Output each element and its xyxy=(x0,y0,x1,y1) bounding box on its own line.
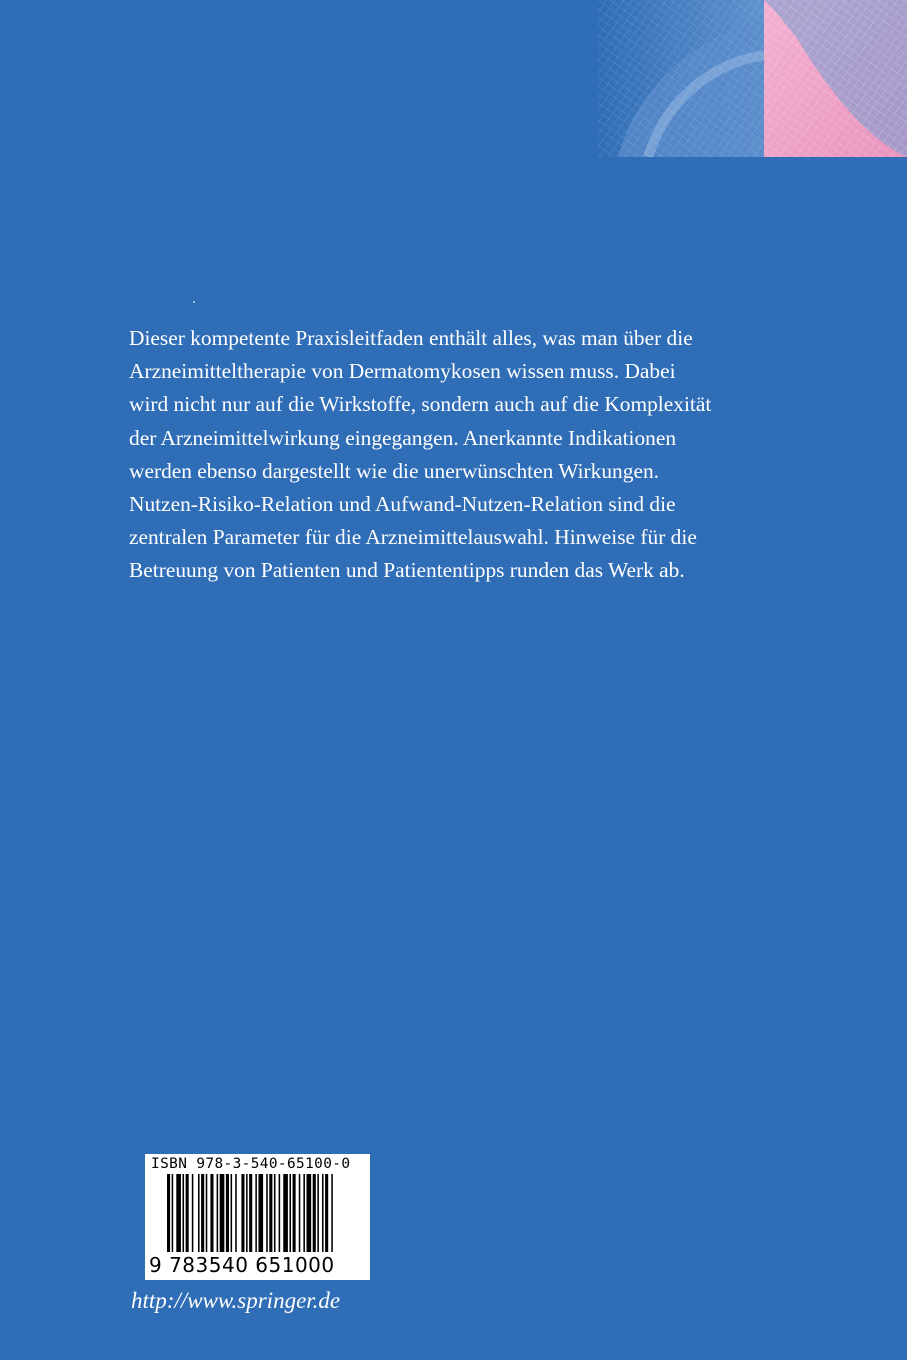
barcode-bar xyxy=(176,1174,181,1252)
barcode-bar xyxy=(307,1174,312,1252)
barcode-bar xyxy=(317,1174,319,1252)
barcode-bar xyxy=(167,1174,170,1252)
barcode-bar xyxy=(266,1174,268,1252)
barcode-bar xyxy=(269,1174,272,1252)
barcode-bar xyxy=(299,1174,301,1252)
barcode-bar xyxy=(172,1174,174,1252)
isbn-label: ISBN 978-3-540-65100-0 xyxy=(151,1156,351,1172)
decorative-dot xyxy=(193,301,195,303)
barcode-bar xyxy=(322,1174,324,1252)
blurb-line: Arzneimitteltherapie von Dermatomykosen wissen muss. Dabei xyxy=(129,359,676,384)
blurb-line: wird nicht nur auf die Wirkstoffe, sondern auch auf die Komplexität xyxy=(129,392,712,417)
barcode-bar xyxy=(186,1174,189,1252)
barcode-bar xyxy=(231,1174,233,1252)
barcode-bar xyxy=(303,1174,305,1252)
barcode-digits: 9 783540 651000 xyxy=(149,1253,335,1277)
barcode-bar xyxy=(226,1174,229,1252)
blurb-line: Betreuung von Patienten und Patiententipps runden das Werk ab. xyxy=(129,558,685,583)
barcode-bar xyxy=(206,1174,208,1252)
barcode-bar xyxy=(198,1174,200,1252)
cover-corner-artwork xyxy=(598,0,907,157)
isbn-barcode xyxy=(145,1154,370,1280)
barcode-bar xyxy=(210,1174,213,1252)
barcode-bar xyxy=(246,1174,248,1252)
barcode-bar xyxy=(313,1174,316,1252)
barcode-bar xyxy=(293,1174,296,1252)
barcode-bar xyxy=(217,1174,219,1252)
blurb-text xyxy=(129,322,769,588)
barcode-bar xyxy=(249,1174,252,1252)
barcode-bar xyxy=(220,1174,225,1252)
blurb-line: werden ebenso dargestellt wie die unerwünschten Wirkungen. xyxy=(129,458,659,483)
blurb-line: zentralen Parameter für die Arzneimittelauswahl. Hinweise für die xyxy=(129,525,697,550)
barcode-bar xyxy=(192,1174,194,1252)
blurb-line: Nutzen-Risiko-Relation und Aufwand-Nutzen-Relation sind die xyxy=(129,492,676,517)
publisher-url[interactable]: http://www.springer.de xyxy=(131,1288,341,1313)
barcode-bar xyxy=(183,1174,185,1252)
barcode-bar xyxy=(283,1174,288,1252)
blurb-line: Dieser kompetente Praxisleitfaden enthält alles, was man über die xyxy=(129,326,693,350)
barcode-bar xyxy=(289,1174,291,1252)
barcode-bar xyxy=(258,1174,263,1252)
barcode-bar xyxy=(241,1174,244,1252)
barcode-bar xyxy=(331,1174,333,1252)
barcode-bar xyxy=(255,1174,257,1252)
barcode-bar xyxy=(325,1174,328,1252)
barcode-bar xyxy=(274,1174,276,1252)
blurb-line: der Arzneimittelwirkung eingegangen. Anerkannte Indikationen xyxy=(129,425,677,450)
barcode-bar xyxy=(201,1174,204,1252)
barcode-bar xyxy=(235,1174,237,1252)
barcode-bar xyxy=(279,1174,281,1252)
